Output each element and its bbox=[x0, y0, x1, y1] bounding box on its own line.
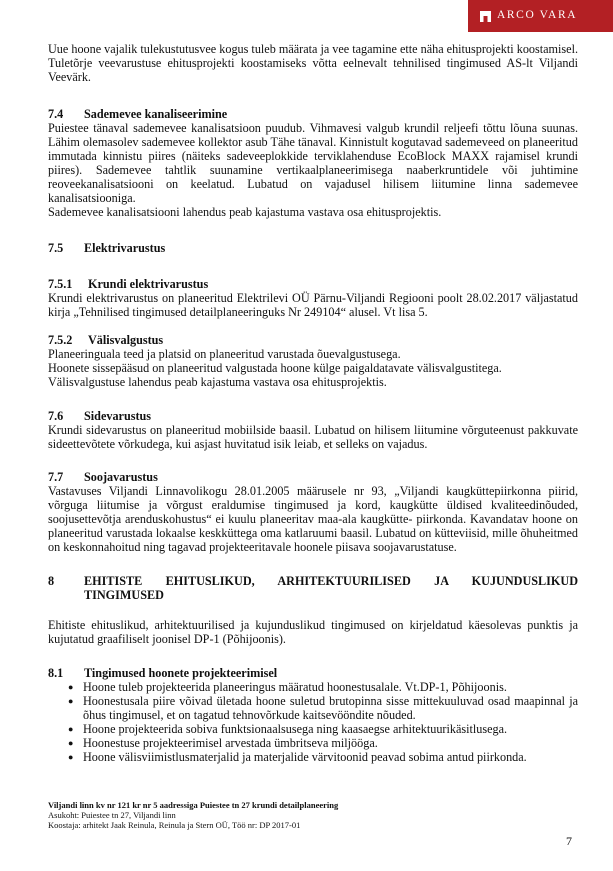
section-title: Sademevee kanaliseerimine bbox=[84, 107, 228, 121]
section-7-4-paragraph-2: Sademevee kanalisatsiooni lahendus peab kajastuma vastava osa ehitusprojektis. bbox=[48, 205, 442, 219]
section-7-7-paragraph: Vastavuses Viljandi Linnavolikogu 28.01.2005 määrusele nr 93, „Viljandi kaugküttepiirkonna piirid, võrguga liitumise ja võrgust eraldumise tingimused ja kord, kaugkütte üldised kvaliteedinõuded, soojusettevõtja arenduskohustus“ ei kuulu planeeritav maa-ala kaugkütte- piirkonda. Kavandatav hoone on planeeritud varustada lokaalse keskküttega oma katlaruumi baasil. Lubatud on kütteviisid, mille õhuheitmed on keskonnahoitud ning tagavad projekteeritavale hoonele piisava soojavarustatuse. bbox=[48, 484, 578, 554]
section-title: Elektrivarustus bbox=[84, 241, 166, 255]
section-7-5-2-heading bbox=[48, 333, 578, 347]
section-8-1-list bbox=[48, 680, 578, 764]
section-7-5-2-paragraph-3: Välisvalgustuse lahendus peab kajastuma vastava osa ehitusprojektis. bbox=[48, 375, 387, 389]
section-8-1-heading bbox=[48, 666, 578, 680]
section-7-4-paragraph-1: Puiestee tänaval sademevee kanalisatsioon puudub. Vihmavesi valgub krundil reljeefi tõttu lõuna suunas. Lähim olemasolev sademevee kollektor asub Tähe tänaval. Kinnistult kogutavad sademeveed on planeeritud immutada kinnistu piires (näiteks sadeveeplokkide terviklahenduse EcoBlock MAXX rajamisel krundi piires). Sademevee tahtlik suunamine vertikaalplaneerimisega naaberkruntidele või juhtimine reoveekanalisatsiooni on keelatud. Lubatud on vajadusel hilisem liitumine linna sademevee kanalisatsiooniga. bbox=[48, 121, 578, 205]
section-7-5-heading bbox=[48, 241, 578, 255]
section-number: 7.6 bbox=[48, 409, 64, 423]
section-number: 7.4 bbox=[48, 107, 64, 121]
section-7-6-paragraph: Krundi sidevarustus on planeeritud mobiilside baasil. Lubatud on hilisem liitumine võrguteenust pakkuvate sideettevõtete võrkudega, kui asjast huvitatud isik leiab, et selleks on vajadus. bbox=[48, 423, 578, 451]
section-number: 7.7 bbox=[48, 470, 64, 484]
arco-vara-logo bbox=[468, 0, 613, 32]
page-footer bbox=[48, 800, 338, 830]
section-7-4-heading bbox=[48, 107, 578, 121]
section-7-6-heading bbox=[48, 409, 578, 423]
list-item: ● Hoone projekteerida sobiva funktsionaalsusega ning kaasaegse arhitektuurikäsitlusega. bbox=[48, 722, 578, 736]
list-item: ● Hoone tuleb projekteerida planeeringus määratud hoonestusalale. Vt.DP-1, Põhijoonis. bbox=[48, 680, 578, 694]
section-number: 7.5.2 bbox=[48, 333, 73, 347]
footer-location: Asukoht: Puiestee tn 27, Viljandi linn bbox=[48, 810, 176, 820]
section-number: 7.5 bbox=[48, 241, 64, 255]
section-title: Soojavarustus bbox=[84, 470, 158, 484]
section-8-heading bbox=[48, 574, 578, 602]
intro-paragraph-1: Uue hoone vajalik tulekustutusvee kogus tuleb määrata ja vee tagamine ette näha ehitusprojekti koostamisel. bbox=[48, 42, 578, 56]
section-title: Tingimused hoonete projekteerimisel bbox=[84, 666, 278, 680]
section-title: Välisvalgustus bbox=[88, 333, 164, 347]
page-number: 7 bbox=[566, 834, 572, 848]
section-title: EHITISTE EHITUSLIKUD, ARHITEKTUURILISED JA KUJUNDUSLIKUD TINGIMUSED bbox=[84, 574, 578, 602]
section-7-7-heading bbox=[48, 470, 578, 484]
list-item: ● Hoonestuse projekteerimisel arvestada ümbritseva miljööga. bbox=[48, 736, 578, 750]
section-7-5-2-paragraph-1: Planeeringuala teed ja platsid on planeeritud varustada õuevalgustusega. bbox=[48, 347, 401, 361]
section-7-5-1-paragraph: Krundi elektrivarustus on planeeritud Elektrilevi OÜ Pärnu-Viljandi Regiooni poolt 28.02.2017 väljastatud kirja „Tehnilised tingimused detailplaneeringuks Nr 249104“ alusel. Vt lisa 5. bbox=[48, 291, 578, 319]
section-7-5-1-heading bbox=[48, 277, 578, 291]
logo-text: ARCO VARA bbox=[497, 9, 578, 21]
list-item: ● Hoone välisviimistlusmaterjalid ja materjalide värvitoonid peavad sobima antud piirkonda. bbox=[48, 750, 578, 764]
section-number: 7.5.1 bbox=[48, 277, 73, 291]
document-body bbox=[48, 42, 578, 764]
section-title: Krundi elektrivarustus bbox=[88, 277, 209, 291]
section-number: 8 bbox=[48, 574, 55, 588]
section-7-5-2-paragraph-2: Hoonete sissepääsud on planeeritud valgustada hoone külge paigaldatavate välisvalgustitega. bbox=[48, 361, 502, 375]
list-item: ● Hoonestusala piire võivad ületada hoone suletud brutopinna sisse mittekuuluvad osad maapinnal ja õhus tingimusel, et on tagatud tehnovõrkude kaitsevööndite nõuded. bbox=[48, 694, 578, 722]
footer-author: Koostaja: arhitekt Jaak Reinula, Reinula ja Stern OÜ, Töö nr: DP 2017-01 bbox=[48, 820, 301, 830]
section-8-paragraph: Ehitiste ehituslikud, arhitektuurilised ja kujunduslikud tingimused on kirjeldatud käesolevas punktis ja kujutatud graafiliselt joonisel DP-1 (Põhijoonis). bbox=[48, 618, 578, 646]
footer-title: Viljandi linn kv nr 121 kr nr 5 aadressiga Puiestee tn 27 krundi detailplaneering bbox=[48, 800, 339, 810]
intro-paragraph-2: Tuletõrje veevarustuse ehitusprojekti koostamiseks võtta eelnevalt tehnilised tingimused AS-lt Viljandi Veevärk. bbox=[48, 56, 578, 84]
section-title: Sidevarustus bbox=[84, 409, 152, 423]
section-number: 8.1 bbox=[48, 666, 64, 680]
arco-vara-mark-icon bbox=[480, 11, 491, 22]
